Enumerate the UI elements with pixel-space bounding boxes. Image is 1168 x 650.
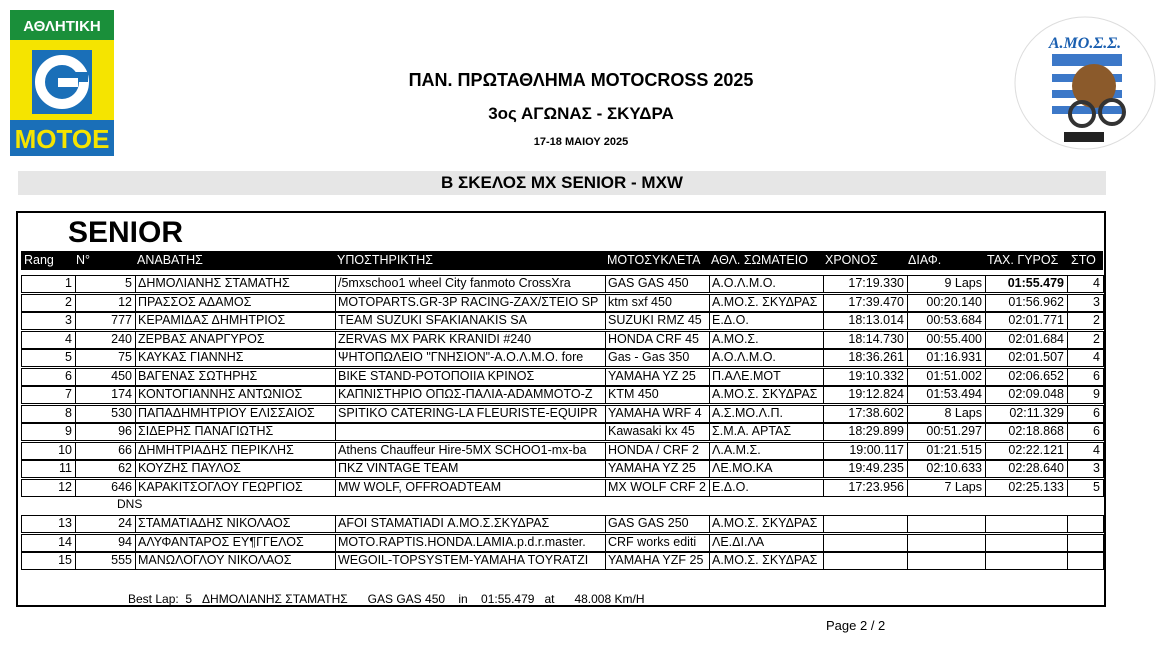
- cell-border: [823, 534, 908, 552]
- cell-time: 19:00.117: [849, 442, 904, 457]
- col-diff: ΔΙΑΦ.: [908, 253, 942, 267]
- cell-num: 530: [111, 405, 132, 420]
- results-table-header: [21, 251, 1103, 270]
- page-number: Page 2 / 2: [826, 618, 886, 633]
- cell-time: 18:14.730: [848, 331, 904, 346]
- cell-lap: 4: [1093, 350, 1100, 364]
- cell-rang: 9: [65, 424, 72, 438]
- table-row: [21, 349, 1103, 368]
- col-lap: ΣΤΟ: [1071, 253, 1096, 267]
- col-sponsor: ΥΠΟΣΤΗΡΙΚΤΗΣ: [337, 253, 434, 267]
- cell-rider: ΣΤΑΜΑΤΙΑΔΗΣ ΝΙΚΟΛΑΟΣ: [138, 516, 291, 530]
- cell-rang: 10: [58, 442, 72, 457]
- event-subtitle: 3ος ΑΓΩΝΑΣ - ΣΚΥΔΡΑ: [488, 104, 674, 123]
- section-title: Β ΣΚΕΛΟΣ MX SENIOR - MXW: [18, 171, 1106, 195]
- cell-bike: GAS GAS 450: [608, 276, 689, 290]
- cell-diff: 01:51.002: [926, 368, 982, 383]
- cell-bike: CRF works editi: [608, 534, 697, 549]
- logo-left-top-text: ΑΘΛΗΤΙΚΗ: [23, 18, 101, 35]
- table-row: [21, 294, 1103, 313]
- cell-time: 19:49.235: [848, 461, 904, 475]
- cell-rang: 1: [65, 276, 72, 290]
- cell-num: 240: [111, 331, 132, 346]
- cell-lap: 9: [1093, 387, 1100, 401]
- cell-best: 02:01.507: [1008, 350, 1064, 364]
- col-time: ΧΡΟΝΟΣ: [825, 253, 878, 267]
- cell-rang: 8: [65, 405, 72, 420]
- cell-border: [335, 423, 606, 441]
- cell-diff: 01:53.494: [926, 387, 982, 401]
- cell-rang: 12: [58, 479, 72, 494]
- cell-club: Α.Ο.Λ.Μ.Ο.: [712, 276, 776, 290]
- cell-sponsor: AFOI STAMATIADI Α.ΜΟ.Σ.ΣΚΥΔΡΑΣ: [338, 516, 550, 530]
- cell-rider: ΚΟΥΖΗΣ ΠΑΥΛΟΣ: [138, 461, 241, 475]
- cell-rang: 11: [59, 461, 72, 475]
- cell-num: 66: [118, 442, 132, 457]
- table-row: [21, 423, 1103, 442]
- championship-title: ΠΑΝ. ΠΡΩΤΑΘΛΗΜΑ MOTOCROSS 2025: [408, 70, 754, 90]
- cell-lap: 2: [1093, 313, 1100, 327]
- cell-sponsor: Athens Chauffeur Hire-5MX SCHOO1-mx-ba: [338, 442, 587, 457]
- cell-num: 75: [118, 350, 132, 364]
- cell-border: [907, 534, 986, 552]
- cell-num: 62: [118, 461, 132, 475]
- cell-lap: 6: [1093, 368, 1100, 383]
- cell-sponsor: MW WOLF, OFFROADTEAM: [338, 479, 502, 494]
- cell-rider: ΚΟΝΤΟΓΙΑΝΝΗΣ ΑΝΤΩΝΙΟΣ: [138, 387, 303, 401]
- cell-rider: ΜΑΝΩΛΟΓΛΟΥ ΝΙΚΟΛΑΟΣ: [138, 553, 292, 567]
- cell-rider: ΔΗΜΗΤΡΙΑΔΗΣ ΠΕΡΙΚΛΗΣ: [138, 442, 294, 457]
- table-row: [21, 368, 1103, 387]
- cell-border: [1067, 552, 1104, 570]
- cell-bike: YAMAHA YZ 25: [608, 461, 696, 475]
- cell-sponsor: ΨΗΤΟΠΩΛΕΙΟ "ΓΝΗΣΙΟΝ"-Α.Ο.Λ.Μ.Ο. fore: [338, 350, 584, 364]
- cell-rider: ΑΛΥΦΑΝΤΑΡΟΣ ΕΥ¶ΓΓΕΛΟΣ: [138, 534, 304, 549]
- cell-num: 777: [111, 313, 132, 327]
- cell-bike: HONDA / CRF 2: [608, 442, 699, 457]
- cell-rang: 3: [65, 313, 72, 327]
- cell-bike: ktm sxf 450: [608, 294, 672, 309]
- cell-diff: 01:21.515: [926, 442, 982, 457]
- cell-bike: Kawasaki kx 45: [608, 424, 695, 438]
- table-row: [21, 386, 1103, 405]
- cell-num: 12: [118, 294, 132, 309]
- cell-sponsor: WEGOIL-TOPSYSTEM-YAMAHA TOYRATZI: [338, 553, 589, 567]
- cell-best: 02:06.652: [1008, 368, 1064, 383]
- cell-rang: 2: [65, 294, 72, 309]
- cell-rider: ΚΑΡΑΚΙΤΣΟΓΛΟΥ ΓΕΩΡΓΙΟΣ: [138, 479, 303, 494]
- cell-best: 01:56.962: [1008, 294, 1064, 309]
- cell-border: [985, 552, 1068, 570]
- cell-rang: 6: [65, 368, 72, 383]
- col-rang: Rang: [24, 253, 54, 267]
- cell-club: Α.Ο.Λ.Μ.Ο.: [712, 350, 776, 364]
- cell-time: 19:10.332: [848, 368, 904, 383]
- logo-left-bottom-text: MOTOE: [14, 124, 110, 154]
- cell-lap: 4: [1093, 276, 1100, 290]
- dns-label: DNS: [117, 497, 143, 511]
- cell-num: 450: [111, 368, 132, 383]
- table-row: [21, 552, 1103, 571]
- cell-sponsor: MOTO.RAPTIS.HONDA.LAMIA.p.d.r.master.: [338, 534, 586, 549]
- cell-time: 19:12.824: [848, 387, 904, 401]
- cell-rider: ΒΑΓΕΝΑΣ ΣΩΤΗΡΗΣ: [138, 368, 258, 383]
- cell-bike: YAMAHA YZ 25: [608, 368, 696, 383]
- cell-diff: 00:55.400: [926, 331, 982, 346]
- cell-num: 94: [118, 534, 132, 549]
- cell-club: Α.ΜΟ.Σ. ΣΚΥΔΡΑΣ: [712, 294, 818, 309]
- cell-border: [985, 534, 1068, 552]
- logo-right-text: Α.ΜΟ.Σ.Σ.: [1048, 35, 1122, 52]
- cell-rang: 14: [58, 534, 72, 549]
- cell-sponsor: SPITIKO CATERING-LA FLEURISTE-EQUIPR: [338, 405, 598, 420]
- cell-border: [823, 552, 908, 570]
- cell-best: 01:55.479: [1007, 276, 1064, 290]
- cell-lap: 6: [1093, 405, 1100, 420]
- cell-best: 02:28.640: [1008, 461, 1064, 475]
- table-row: [21, 460, 1103, 479]
- cell-best: 02:11.329: [1009, 405, 1064, 420]
- cell-sponsor: ZERVAS MX PARK KRANIDI #240: [338, 331, 532, 346]
- cell-club: Λ.Α.Μ.Σ.: [712, 442, 761, 457]
- cell-lap: 5: [1093, 479, 1100, 494]
- cell-border: [1067, 534, 1104, 552]
- table-row: [21, 515, 1103, 534]
- cell-club: ΛΕ.ΔΙ.ΛΑ: [712, 534, 765, 549]
- table-row: [21, 479, 1103, 498]
- cell-diff: 9 Laps: [944, 276, 982, 290]
- cell-diff: 00:51.297: [926, 424, 982, 438]
- cell-lap: 3: [1093, 461, 1100, 475]
- cell-rang: 13: [58, 516, 72, 530]
- cell-num: 555: [111, 553, 132, 567]
- col-number: N°: [76, 253, 91, 267]
- cell-diff: 7 Laps: [944, 479, 982, 494]
- cell-sponsor: MOTOPARTS.GR-3P RACING-ZAX/ΣΤΕΙΟ SP: [338, 294, 599, 309]
- cell-border: [907, 515, 986, 533]
- cell-club: Σ.Μ.Α. ΑΡΤΑΣ: [712, 424, 792, 438]
- cell-rang: 4: [65, 331, 72, 346]
- cell-time: 18:13.014: [848, 313, 904, 327]
- category-title: SENIOR: [68, 216, 184, 249]
- col-best-lap: ΤΑΧ. ΓΥΡΟΣ: [987, 253, 1059, 267]
- cell-rang: 15: [58, 553, 72, 567]
- cell-bike: SUZUKI RMZ 45: [608, 313, 702, 327]
- cell-best: 02:22.121: [1008, 442, 1064, 457]
- cell-sponsor: BIKE STAND-ΡΟΤΟΠΟΙΙΑ ΚΡΙΝΟΣ: [338, 368, 535, 383]
- cell-bike: MX WOLF CRF 2: [608, 479, 706, 494]
- cell-sponsor: ΚΑΠΝΙΣΤΗΡΙΟ ΟΠΩΣ-ΠΑΛΙΑ-ADAMMOTO-Z: [338, 387, 593, 401]
- cell-best: 02:25.133: [1008, 479, 1064, 494]
- cell-bike: HONDA CRF 45: [608, 331, 699, 346]
- cell-best: 02:18.868: [1008, 424, 1064, 438]
- cell-num: 96: [118, 424, 132, 438]
- table-row: [21, 405, 1103, 424]
- cell-bike: KTM 450: [608, 387, 659, 401]
- table-row: [21, 312, 1103, 331]
- cell-rider: ΔΗΜΟΛΙΑΝΗΣ ΣΤΑΜΑΤΗΣ: [138, 276, 290, 290]
- cell-border: [1067, 515, 1104, 533]
- cell-diff: 01:16.931: [926, 350, 982, 364]
- cell-rang: 7: [65, 387, 72, 401]
- cell-best: 02:01.771: [1008, 313, 1064, 327]
- cell-sponsor: /5mxschoo1 wheel City fanmoto CrossXra: [338, 276, 571, 290]
- cell-lap: 4: [1093, 442, 1100, 457]
- col-club: ΑΘΛ. ΣΩΜΑΤΕΙΟ: [711, 253, 808, 267]
- cell-border: [985, 515, 1068, 533]
- cell-rider: ΣΙΔΕΡΗΣ ΠΑΝΑΓΙΩΤΗΣ: [138, 424, 274, 438]
- cell-diff: 00:53.684: [926, 313, 982, 327]
- cell-club: Α.ΜΟ.Σ. ΣΚΥΔΡΑΣ: [712, 516, 818, 530]
- cell-club: Ε.Δ.Ο.: [712, 479, 749, 494]
- cell-lap: 3: [1093, 294, 1100, 309]
- cell-num: 24: [118, 516, 132, 530]
- cell-club: Π.ΑΛΕ.ΜΟΤ: [712, 368, 781, 383]
- cell-num: 5: [125, 276, 132, 290]
- cell-bike: YAMAHA WRF 4: [608, 405, 702, 420]
- best-lap-summary: Best Lap: 5 ΔΗΜΟΛΙΑΝΗΣ ΣΤΑΜΑΤΗΣ GAS GAS 450 in 01:55.479 at 48.008 Km/H: [128, 592, 645, 606]
- cell-sponsor: ΠΚΖ VINTAGE TEAM: [338, 461, 459, 475]
- cell-rider: ΖΕΡΒΑΣ ΑΝΑΡΓΥΡΟΣ: [138, 331, 265, 346]
- table-row: [21, 442, 1103, 461]
- cell-num: 174: [111, 387, 132, 401]
- cell-club: Ε.Δ.Ο.: [712, 313, 749, 327]
- event-date: 17-18 ΜΑΙΟΥ 2025: [533, 136, 629, 148]
- cell-time: 17:23.956: [848, 479, 904, 494]
- cell-best: 02:09.048: [1008, 387, 1064, 401]
- cell-rider: ΠΡΑΣΣΟΣ ΑΔΑΜΟΣ: [138, 294, 252, 309]
- cell-club: Α.ΜΟ.Σ. ΣΚΥΔΡΑΣ: [712, 387, 818, 401]
- cell-club: Α.Σ.ΜΟ.Λ.Π.: [712, 405, 783, 420]
- cell-bike: GAS GAS 250: [608, 516, 689, 530]
- cell-diff: 00:20.140: [926, 294, 982, 309]
- cell-rider: ΠΑΠΑΔΗΜΗΤΡΙΟΥ ΕΛΙΣΣΑΙΟΣ: [138, 405, 315, 420]
- cell-club: Α.ΜΟ.Σ.: [712, 331, 759, 346]
- cell-club: ΛΕ.ΜΟ.ΚΑ: [712, 461, 773, 475]
- cell-best: 02:01.684: [1008, 331, 1064, 346]
- cell-border: [823, 515, 908, 533]
- cell-rider: ΚΑΥΚΑΣ ΓΙΑΝΝΗΣ: [138, 350, 244, 364]
- table-row: [21, 534, 1103, 553]
- cell-rang: 5: [65, 350, 72, 364]
- cell-time: 17:38.602: [848, 405, 904, 420]
- col-bike: ΜΟΤΟΣΥΚΛΕΤΑ: [607, 253, 701, 267]
- cell-border: [907, 552, 986, 570]
- cell-bike: Gas - Gas 350: [608, 350, 690, 364]
- cell-time: 18:36.261: [848, 350, 904, 364]
- cell-diff: 02:10.633: [926, 461, 982, 475]
- table-row: [21, 275, 1103, 294]
- table-row: [21, 331, 1103, 350]
- cell-sponsor: TEAM SUZUKI SFAKIANAKIS SA: [338, 313, 527, 327]
- cell-rider: ΚΕΡΑΜΙΔΑΣ ΔΗΜΗΤΡΙΟΣ: [138, 313, 286, 327]
- cell-time: 17:19.330: [848, 276, 904, 290]
- cell-bike: YAMAHA YZF 25: [608, 553, 704, 567]
- cell-time: 17:39.470: [848, 294, 904, 309]
- cell-club: Α.ΜΟ.Σ. ΣΚΥΔΡΑΣ: [712, 553, 818, 567]
- cell-diff: 8 Laps: [944, 405, 982, 420]
- cell-lap: 6: [1093, 424, 1100, 438]
- cell-num: 646: [111, 479, 132, 494]
- col-rider: ΑΝΑΒΑΤΗΣ: [137, 253, 203, 267]
- cell-time: 18:29.899: [848, 424, 904, 438]
- cell-lap: 2: [1093, 331, 1100, 346]
